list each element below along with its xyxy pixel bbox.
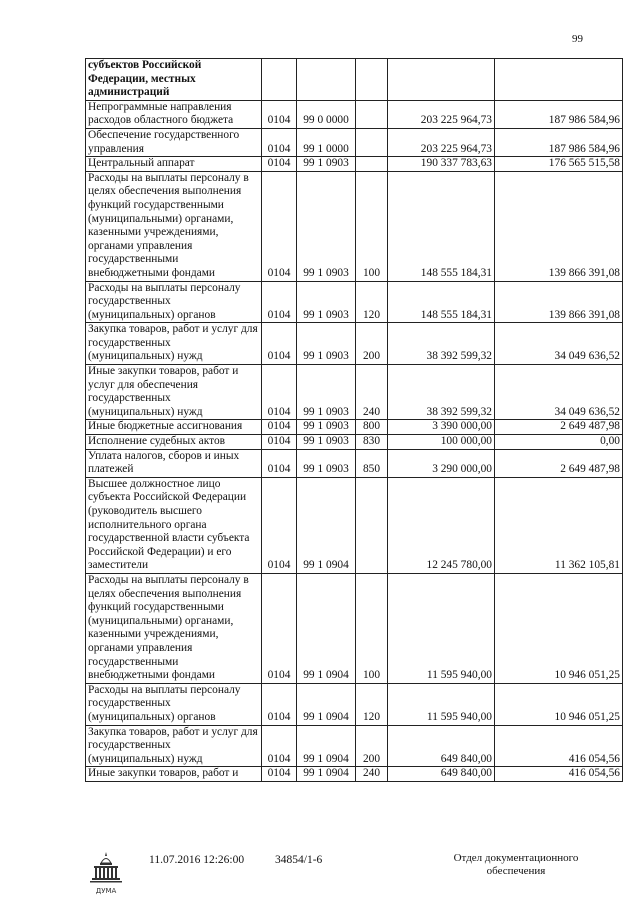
expense-name-line: Центральный аппарат	[88, 157, 195, 170]
expense-name-line: администраций	[88, 86, 170, 99]
target-item-code-cell: 99 1 0903	[297, 171, 356, 281]
table-row	[86, 725, 623, 767]
section-code-cell: 0104	[262, 477, 297, 573]
expense-name-cell	[86, 573, 262, 683]
expense-kind-cell: 240	[356, 767, 388, 782]
target-item-code-cell: 99 1 0903	[297, 365, 356, 420]
executed-amount-cell: 11 362 105,81	[495, 477, 623, 573]
table-row	[86, 365, 623, 420]
table-row	[86, 100, 623, 128]
department-line: Отдел документационного	[453, 852, 579, 864]
expense-name-line: Федерации, местных	[88, 72, 196, 85]
expense-name-line: внебюджетными фондами	[88, 669, 216, 682]
table-row	[86, 281, 623, 323]
expense-name-line: (муниципальных) нужд	[88, 405, 203, 418]
executed-amount-cell: 10 946 051,25	[495, 573, 623, 683]
expense-name-line: (муниципальных) нужд	[88, 752, 203, 765]
expense-name-cell	[86, 59, 262, 101]
section-code-cell: 0104	[262, 323, 297, 365]
table-row	[86, 128, 623, 156]
page-footer	[0, 843, 640, 903]
expense-name-line: государственных	[88, 295, 171, 308]
expense-name-line: государственными	[88, 253, 179, 266]
expense-name-line: Иные закупки товаров, работ и	[88, 365, 239, 378]
expense-name-line: государственных	[88, 336, 171, 349]
expense-name-cell	[86, 157, 262, 172]
expense-name-cell	[86, 449, 262, 477]
expense-name-line: расходов областного бюджета	[88, 114, 234, 127]
expense-name-line: (муниципальных) нужд	[88, 350, 203, 363]
section-code-cell: 0104	[262, 767, 297, 782]
expense-name-line: государственных	[88, 739, 171, 752]
expense-name-line: Непрограммные направления	[88, 100, 232, 113]
planned-amount-cell: 11 595 940,00	[388, 683, 495, 725]
expense-name-line: органами управления	[88, 239, 193, 252]
planned-amount-cell	[388, 59, 495, 101]
target-item-code-cell: 99 1 0904	[297, 477, 356, 573]
budget-table	[85, 58, 623, 782]
department-line: обеспечения	[486, 865, 546, 877]
expense-name-line: государственными	[88, 655, 179, 668]
expense-name-line: государственных	[88, 697, 171, 710]
target-item-code-cell: 99 1 0904	[297, 573, 356, 683]
expense-name-cell	[86, 281, 262, 323]
expense-name-cell	[86, 365, 262, 420]
expense-name-line: исполнительного органа	[88, 518, 207, 531]
expense-name-line: (руководитель высшего	[88, 505, 202, 517]
planned-amount-cell: 190 337 783,63	[388, 157, 495, 172]
expense-name-line: внебюджетными фондами	[88, 266, 216, 279]
expense-name-line: Иные закупки товаров, работ и	[88, 767, 239, 780]
expense-name-line: Закупка товаров, работ и услуг для	[88, 725, 258, 738]
planned-amount-cell: 3 290 000,00	[388, 449, 495, 477]
expense-name-cell	[86, 323, 262, 365]
section-code-cell: 0104	[262, 420, 297, 435]
executed-amount-cell: 34 049 636,52	[495, 323, 623, 365]
table-row	[86, 449, 623, 477]
expense-name-line: Расходы на выплаты персоналу в	[88, 171, 249, 184]
expense-name-cell	[86, 435, 262, 450]
expense-name-cell	[86, 128, 262, 156]
target-item-code-cell: 99 1 0904	[297, 683, 356, 725]
expense-name-line: субъектов Российской	[88, 59, 202, 71]
expense-name-line: государственной власти субъекта	[88, 532, 250, 545]
expense-name-cell	[86, 477, 262, 573]
planned-amount-cell: 148 555 184,31	[388, 281, 495, 323]
target-item-code-cell: 99 1 0903	[297, 157, 356, 172]
section-code-cell	[262, 59, 297, 101]
expense-kind-cell: 240	[356, 365, 388, 420]
planned-amount-cell: 3 390 000,00	[388, 420, 495, 435]
target-item-code-cell: 99 1 0903	[297, 449, 356, 477]
expense-name-cell	[86, 100, 262, 128]
section-code-cell: 0104	[262, 449, 297, 477]
expense-name-line: (муниципальных) органов	[88, 308, 216, 321]
planned-amount-cell: 12 245 780,00	[388, 477, 495, 573]
table-row	[86, 435, 623, 450]
table-row	[86, 683, 623, 725]
target-item-code-cell: 99 1 0000	[297, 128, 356, 156]
expense-name-cell	[86, 683, 262, 725]
expense-name-line: казенными учреждениями,	[88, 628, 219, 641]
table-row	[86, 157, 623, 172]
expense-name-line: заместители	[88, 559, 149, 572]
stamp-date: 11.07.2016 12:26:00	[149, 854, 245, 866]
expense-name-line: органами управления	[88, 641, 193, 654]
section-code-cell: 0104	[262, 128, 297, 156]
expense-name-line: Российской Федерации) и его	[88, 545, 232, 558]
expense-name-line: Иные бюджетные ассигнования	[88, 420, 243, 433]
planned-amount-cell: 148 555 184,31	[388, 171, 495, 281]
expense-name-line: управления	[88, 142, 144, 155]
executed-amount-cell	[495, 59, 623, 101]
table-row	[86, 171, 623, 281]
expense-kind-cell: 800	[356, 420, 388, 435]
table-row	[86, 573, 623, 683]
expense-name-line: функций государственными	[88, 601, 224, 614]
expense-kind-cell: 200	[356, 725, 388, 767]
expense-name-line: Расходы на выплаты персоналу в	[88, 573, 249, 586]
expense-kind-cell: 120	[356, 281, 388, 323]
stamp-doc-number: 34854/1-6	[275, 854, 323, 866]
expense-kind-cell	[356, 477, 388, 573]
expense-kind-cell: 100	[356, 171, 388, 281]
logo-text: ДУМА	[95, 887, 117, 895]
expense-kind-cell	[356, 128, 388, 156]
expense-name-line: услуг для обеспечения	[88, 378, 199, 391]
executed-amount-cell: 187 986 584,96	[495, 128, 623, 156]
executed-amount-cell: 34 049 636,52	[495, 365, 623, 420]
executed-amount-cell: 10 946 051,25	[495, 683, 623, 725]
expense-name-cell	[86, 767, 262, 782]
expense-kind-cell: 200	[356, 323, 388, 365]
planned-amount-cell: 38 392 599,32	[388, 323, 495, 365]
planned-amount-cell: 38 392 599,32	[388, 365, 495, 420]
target-item-code-cell: 99 1 0903	[297, 323, 356, 365]
executed-amount-cell: 139 866 391,08	[495, 171, 623, 281]
planned-amount-cell: 100 000,00	[388, 435, 495, 450]
target-item-code-cell: 99 1 0904	[297, 725, 356, 767]
section-code-cell: 0104	[262, 100, 297, 128]
department-name	[440, 852, 592, 878]
expense-name-line: субъекта Российской Федерации	[88, 491, 247, 504]
executed-amount-cell: 187 986 584,96	[495, 100, 623, 128]
section-code-cell: 0104	[262, 171, 297, 281]
expense-name-line: Уплата налогов, сборов и иных	[88, 449, 240, 462]
table-row	[86, 477, 623, 573]
expense-name-line: Расходы на выплаты персоналу	[88, 683, 241, 696]
table-row	[86, 323, 623, 365]
duma-building-icon	[88, 849, 124, 897]
target-item-code-cell	[297, 59, 356, 101]
target-item-code-cell: 99 1 0903	[297, 281, 356, 323]
expense-name-line: Расходы на выплаты персоналу	[88, 281, 241, 294]
expense-kind-cell: 100	[356, 573, 388, 683]
section-code-cell: 0104	[262, 683, 297, 725]
executed-amount-cell: 416 054,56	[495, 725, 623, 767]
expense-name-line: государственных	[88, 392, 171, 405]
expense-kind-cell: 850	[356, 449, 388, 477]
target-item-code-cell: 99 0 0000	[297, 100, 356, 128]
expense-name-line: Исполнение судебных актов	[88, 435, 226, 448]
expense-name-line: целях обеспечения выполнения	[88, 185, 242, 198]
expense-name-line: Обеспечение государственного	[88, 128, 240, 141]
expense-name-line: Высшее должностное лицо	[88, 477, 221, 490]
executed-amount-cell: 0,00	[495, 435, 623, 450]
executed-amount-cell: 2 649 487,98	[495, 420, 623, 435]
expense-name-line: (муниципальных) органов	[88, 710, 216, 723]
expense-name-line: (муниципальными) органами,	[88, 212, 234, 225]
expense-name-line: целях обеспечения выполнения	[88, 587, 242, 600]
expense-kind-cell: 830	[356, 435, 388, 450]
table-row	[86, 420, 623, 435]
section-code-cell: 0104	[262, 365, 297, 420]
executed-amount-cell: 139 866 391,08	[495, 281, 623, 323]
expense-name-line: функций государственными	[88, 198, 224, 211]
target-item-code-cell: 99 1 0904	[297, 767, 356, 782]
expense-kind-cell: 120	[356, 683, 388, 725]
expense-name-line: казенными учреждениями,	[88, 226, 219, 239]
executed-amount-cell: 176 565 515,58	[495, 157, 623, 172]
expense-name-line: (муниципальными) органами,	[88, 614, 234, 627]
planned-amount-cell: 649 840,00	[388, 767, 495, 782]
target-item-code-cell: 99 1 0903	[297, 435, 356, 450]
expense-kind-cell	[356, 157, 388, 172]
expense-name-line: платежей	[88, 463, 134, 476]
section-code-cell: 0104	[262, 435, 297, 450]
expense-kind-cell	[356, 59, 388, 101]
expense-name-line: Закупка товаров, работ и услуг для	[88, 323, 258, 336]
section-code-cell: 0104	[262, 157, 297, 172]
expense-name-cell	[86, 171, 262, 281]
table-row	[86, 59, 623, 101]
table-row	[86, 767, 623, 782]
expense-name-cell	[86, 420, 262, 435]
target-item-code-cell: 99 1 0903	[297, 420, 356, 435]
section-code-cell: 0104	[262, 573, 297, 683]
section-code-cell: 0104	[262, 725, 297, 767]
expense-name-cell	[86, 725, 262, 767]
planned-amount-cell: 11 595 940,00	[388, 573, 495, 683]
planned-amount-cell: 203 225 964,73	[388, 100, 495, 128]
executed-amount-cell: 416 054,56	[495, 767, 623, 782]
expense-kind-cell	[356, 100, 388, 128]
section-code-cell: 0104	[262, 281, 297, 323]
planned-amount-cell: 203 225 964,73	[388, 128, 495, 156]
planned-amount-cell: 649 840,00	[388, 725, 495, 767]
page-number: 99	[572, 33, 583, 45]
executed-amount-cell: 2 649 487,98	[495, 449, 623, 477]
